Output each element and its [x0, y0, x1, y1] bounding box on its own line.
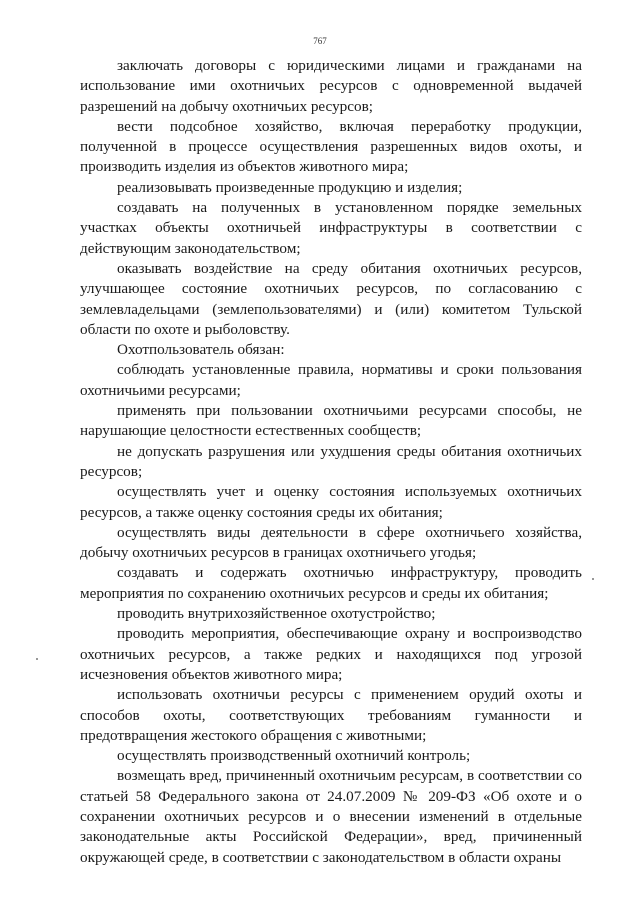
paragraph: Охотпользователь обязан: — [117, 341, 285, 359]
document-body — [80, 56, 582, 868]
paragraph: применять при пользовании охотничьими ресурсами способы, не нарушающие целостности естественных сообществ; — [80, 402, 582, 440]
paragraph: вести подсобное хозяйство, включая переработку продукции, полученной в процессе осуществления разрешенных видов охоты, и производить изделия из объектов животного мира; — [80, 117, 582, 176]
paragraph: возмещать вред, причиненный охотничьим ресурсам, в соответствии со статьей 58 Федерального закона от 24.07.2009 № 209-ФЗ «Об охоте и о сохранении охотничьих ресурсов и о внесении изменений в отдельные законодательные акты Российской Федерации», вред, причиненный окружающей среде, в соответствии с законодательством в области охраны — [80, 767, 582, 866]
paragraph: осуществлять производственный охотничий контроль; — [117, 747, 471, 765]
paragraph: осуществлять учет и оценку состояния используемых охотничьих ресурсов, а также оценку состояния среды их обитания; — [80, 483, 582, 521]
paragraph: проводить внутрихозяйственное охотустройство; — [117, 605, 436, 623]
paragraph: создавать и содержать охотничью инфраструктуру, проводить мероприятия по сохранению охотничьих ресурсов и среды их обитания; — [80, 564, 582, 602]
paragraph: не допускать разрушения или ухудшения среды обитания охотничьих ресурсов; — [80, 442, 582, 480]
paragraph: создавать на полученных в установленном порядке земельных участках объекты охотничьей инфраструктуры в соответствии с действующим законодательством; — [80, 199, 582, 257]
paragraph: соблюдать установленные правила, нормативы и сроки пользования охотничьими ресурсами; — [80, 361, 582, 399]
paragraph: осуществлять виды деятельности в сфере охотничьего хозяйства, добычу охотничьих ресурсов в границах охотничьего угодья; — [80, 523, 582, 562]
scan-speck — [592, 578, 594, 580]
paragraph: заключать договоры с юридическими лицами и гражданами на использование ими охотничьих ресурсов с одновременной выдачей разрешений на добычу охотничьих ресурсов; — [80, 57, 582, 115]
scan-speck — [36, 658, 38, 660]
paragraph: проводить мероприятия, обеспечивающие охрану и воспроизводство охотничьих ресурсов, а также редких и находящихся под угрозой исчезновения объектов животного мира; — [80, 625, 582, 683]
paragraph: использовать охотничьи ресурсы с применением орудий охоты и способов охоты, соответствующих требованиям гуманности и предотвращения жестокого обращения с животными; — [80, 686, 582, 744]
paragraph: оказывать воздействие на среду обитания охотничьих ресурсов, улучшающее состояние охотничьих ресурсов, по согласованию с землевладельцами (землепользователями) и (или) комитетом Тульской области по охоте и рыболовству. — [80, 259, 582, 338]
paragraph: реализовывать произведенные продукцию и изделия; — [117, 178, 463, 196]
page-number: 767 — [313, 36, 327, 46]
